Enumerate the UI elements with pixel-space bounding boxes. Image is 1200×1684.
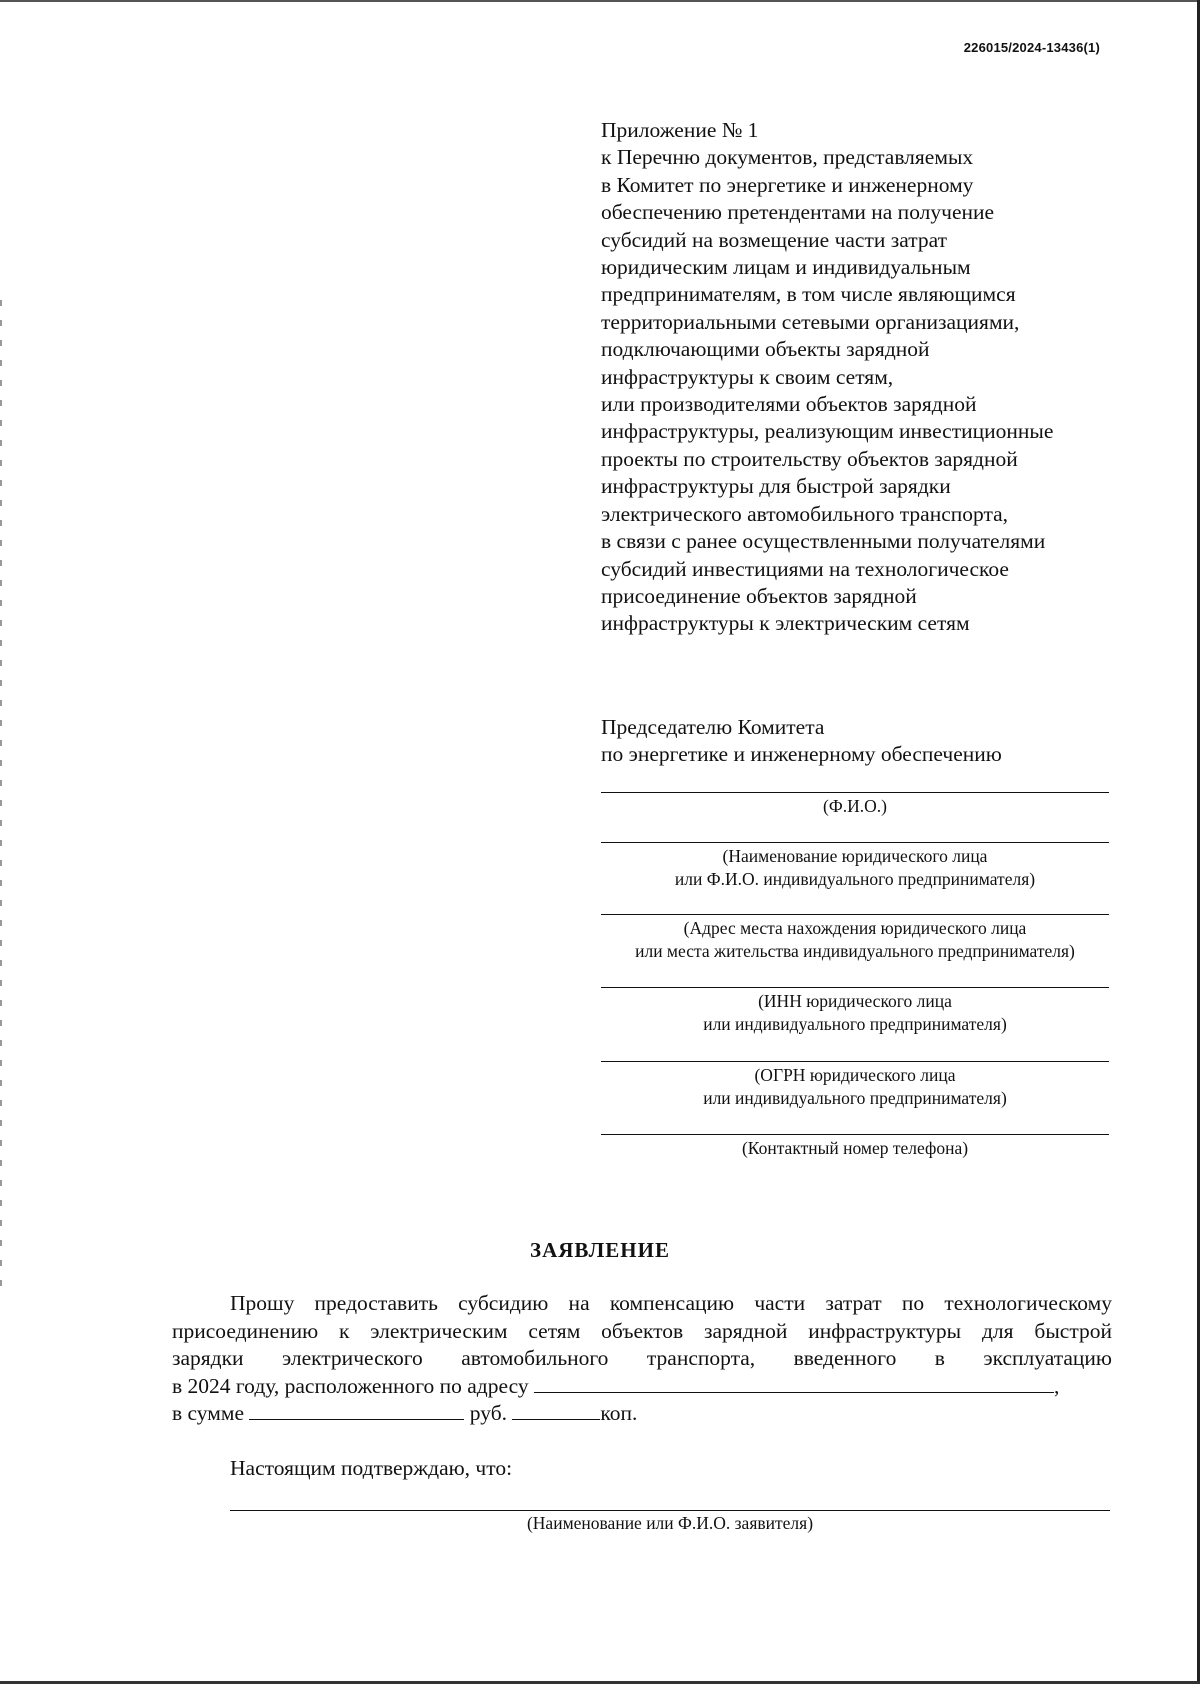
rub-label: руб. — [469, 1401, 508, 1425]
fio-field[interactable] — [601, 792, 1109, 818]
inn-line[interactable] — [601, 987, 1109, 988]
sum-kop-blank[interactable] — [512, 1401, 600, 1420]
address-suffix: , — [1053, 1373, 1060, 1398]
caption-text: (Наименование юридического лица — [722, 846, 988, 866]
statement-line: Прошу предоставить субсидию на компенсацию части затрат по технологическому — [230, 1291, 1112, 1315]
address-line[interactable] — [601, 914, 1109, 915]
object-address-blank[interactable] — [534, 1374, 1054, 1393]
applicant-name-line[interactable] — [601, 842, 1109, 843]
phone-line[interactable] — [601, 1134, 1109, 1135]
applicant-signature-line[interactable] — [230, 1510, 1110, 1511]
caption-text: (ИНН юридического лица — [758, 991, 952, 1011]
addressee-line: Председателю Комитета — [601, 715, 825, 739]
appendix-line: инфраструктуры к своим сетям, — [601, 364, 894, 389]
statement-line: зарядки электрического автомобильного транспорта, введенного в эксплуатацию — [172, 1346, 1112, 1370]
addressee-line: по энергетике и инженерному обеспечению — [601, 742, 1002, 766]
appendix-line: субсидий на возмещение части затрат — [601, 227, 948, 252]
address-caption — [601, 917, 1109, 963]
caption-text: или индивидуального предпринимателя) — [703, 1014, 1007, 1034]
inn-caption — [601, 990, 1109, 1036]
appendix-line: к Перечню документов, представляемых — [601, 145, 974, 170]
caption-text: (ОГРН юридического лица — [754, 1065, 956, 1085]
appendix-line: проекты по строительству объектов зарядной — [601, 446, 1018, 471]
sum-prefix: в сумме — [172, 1401, 245, 1425]
ogrn-line[interactable] — [601, 1061, 1109, 1062]
caption-text: или индивидуального предпринимателя) — [703, 1088, 1007, 1108]
appendix-line: обеспечению претендентами на получение — [601, 200, 995, 225]
appendix-line: в Комитет по энергетике и инженерному — [601, 172, 974, 197]
appendix-line: в связи с ранее осуществленными получателями — [601, 529, 1046, 554]
ogrn-caption — [601, 1064, 1109, 1110]
statement-sum-line — [172, 1400, 1112, 1428]
appendix-line: инфраструктуры к электрическим сетям — [601, 611, 970, 636]
applicant-name-field[interactable] — [601, 842, 1109, 891]
caption-text: или Ф.И.О. индивидуального предпринимателя) — [674, 869, 1036, 889]
appendix-line: подключающими объекты зарядной — [601, 337, 930, 362]
appendix-line: инфраструктуры для быстрой зарядки — [601, 474, 951, 499]
scan-edge-top — [0, 0, 1200, 2]
address-field[interactable] — [601, 914, 1109, 963]
statement-title: ЗАЯВЛЕНИЕ — [530, 1238, 670, 1262]
appendix-line: территориальными сетевыми организациями, — [601, 309, 1020, 334]
inn-field[interactable] — [601, 987, 1109, 1036]
address-prefix: в 2024 году, расположенного по адресу — [172, 1373, 529, 1398]
appendix-line: предпринимателям, в том числе являющимся — [601, 282, 1016, 307]
caption-text: (Ф.И.О.) — [823, 796, 887, 816]
fio-caption — [601, 795, 1109, 818]
appendix-line: Приложение № 1 — [601, 118, 759, 142]
caption-text: (Адрес места нахождения юридического лица — [683, 918, 1027, 938]
statement-address-line — [172, 1373, 1112, 1401]
fio-line[interactable] — [601, 792, 1109, 793]
statement-line: присоединению к электрическим сетям объектов зарядной инфраструктуры для быстрой — [172, 1318, 1112, 1343]
caption-text: или места жительства индивидуального предпринимателя) — [635, 941, 1075, 961]
appendix-line: или производителями объектов зарядной — [601, 392, 977, 417]
kop-label: коп. — [600, 1401, 638, 1425]
appendix-line: электрического автомобильного транспорта, — [601, 501, 1009, 526]
document-number: 226015/2024-13436(1) — [963, 40, 1100, 55]
appendix-line: присоединение объектов зарядной — [601, 583, 917, 608]
phone-field[interactable] — [601, 1134, 1109, 1160]
appendix-line: юридическим лицам и индивидуальным — [601, 255, 971, 280]
caption-text: (Контактный номер телефона) — [741, 1138, 969, 1158]
appendix-block — [601, 117, 1121, 638]
applicant-caption: (Наименование или Ф.И.О. заявителя) — [526, 1513, 814, 1533]
statement-body — [172, 1290, 1112, 1428]
sum-rub-blank[interactable] — [249, 1401, 464, 1420]
ogrn-field[interactable] — [601, 1061, 1109, 1110]
scan-edge-left — [0, 300, 2, 1300]
appendix-line: инфраструктуры, реализующим инвестиционные — [601, 419, 1054, 444]
applicant-name-caption — [601, 845, 1109, 891]
appendix-line: субсидий инвестициями на технологическое — [601, 556, 1009, 581]
confirm-text: Настоящим подтверждаю, что: — [230, 1456, 513, 1480]
phone-caption — [601, 1137, 1109, 1160]
addressee-block — [601, 714, 1121, 768]
